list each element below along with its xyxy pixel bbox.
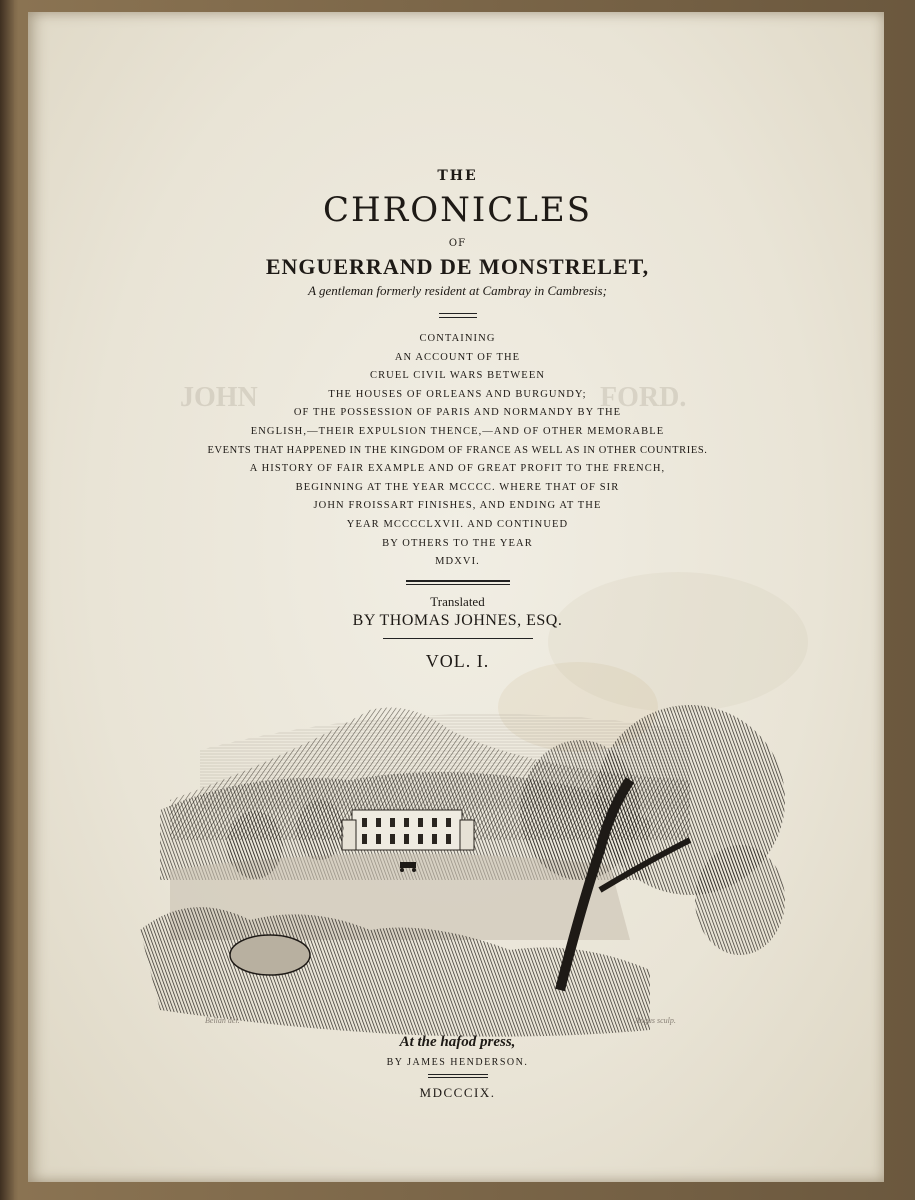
press-name: At the hafod press, bbox=[399, 1034, 516, 1050]
contents-line: MDXVI. bbox=[435, 556, 480, 568]
divider-rule bbox=[428, 1074, 488, 1075]
author-description: A gentleman formerly resident at Cambray in Cambresis; bbox=[308, 283, 607, 298]
contents-block bbox=[0, 330, 915, 572]
hafod-landscape-engraving bbox=[130, 690, 790, 1060]
contents-line: EVENTS THAT HAPPENED IN THE KINGDOM OF FRANCE AS WELL AS IN OTHER COUNTRIES. bbox=[207, 444, 708, 456]
contents-line: BEGINNING AT THE YEAR MCCCC. WHERE THAT OF SIR bbox=[295, 481, 620, 493]
contents-line: YEAR MCCCCLXVII. AND CONTINUED bbox=[346, 518, 569, 530]
show-through-text: JOHN bbox=[180, 382, 258, 413]
contents-line: OF THE POSSESSION OF PARIS AND NORMANDY BY THE bbox=[293, 407, 622, 419]
thick-rule bbox=[406, 580, 510, 582]
author-name: ENGUERRAND DE MONSTRELET, bbox=[265, 254, 650, 279]
mansion-house bbox=[342, 810, 474, 850]
contents-line: CONTAINING bbox=[419, 333, 496, 344]
contents-line: ENGLISH,—THEIR EXPULSION THENCE,—AND OF OTHER MEMORABLE bbox=[250, 425, 665, 437]
divider-rule bbox=[439, 317, 477, 318]
contents-line: JOHN FROISSART FINISHES, AND ENDING AT THE bbox=[313, 500, 602, 512]
title-of: OF bbox=[448, 238, 467, 249]
printer-name: BY JAMES HENDERSON. bbox=[386, 1057, 529, 1068]
contents-line: A HISTORY OF FAIR EXAMPLE AND OF GREAT PROFIT TO THE FRENCH, bbox=[249, 463, 666, 475]
volume-number: VOL. I. bbox=[425, 651, 490, 671]
divider-rule bbox=[428, 1077, 488, 1078]
contents-line: CRUEL CIVIL WARS BETWEEN bbox=[369, 370, 546, 382]
show-through-text: FORD. bbox=[600, 382, 687, 413]
translator-name: BY THOMAS JOHNES, ESQ. bbox=[352, 612, 563, 629]
title-the: THE bbox=[437, 168, 478, 184]
engraving-credit-engraver: Angus sculp. bbox=[635, 1016, 676, 1025]
divider-rule bbox=[383, 638, 533, 639]
title-chronicles: CHRONICLES bbox=[322, 190, 593, 230]
thin-rule bbox=[406, 584, 510, 585]
publication-year: MDCCCIX. bbox=[419, 1085, 496, 1100]
contents-line: AN ACCOUNT OF THE bbox=[394, 351, 521, 363]
contents-line: BY OTHERS TO THE YEAR bbox=[382, 537, 533, 549]
translated-label: Translated bbox=[430, 594, 485, 609]
contents-line: THE HOUSES OF ORLEANS AND BURGUNDY; bbox=[328, 388, 587, 400]
divider-rule bbox=[439, 313, 477, 314]
engraving-credit-artist: Bellan del. bbox=[205, 1016, 240, 1025]
